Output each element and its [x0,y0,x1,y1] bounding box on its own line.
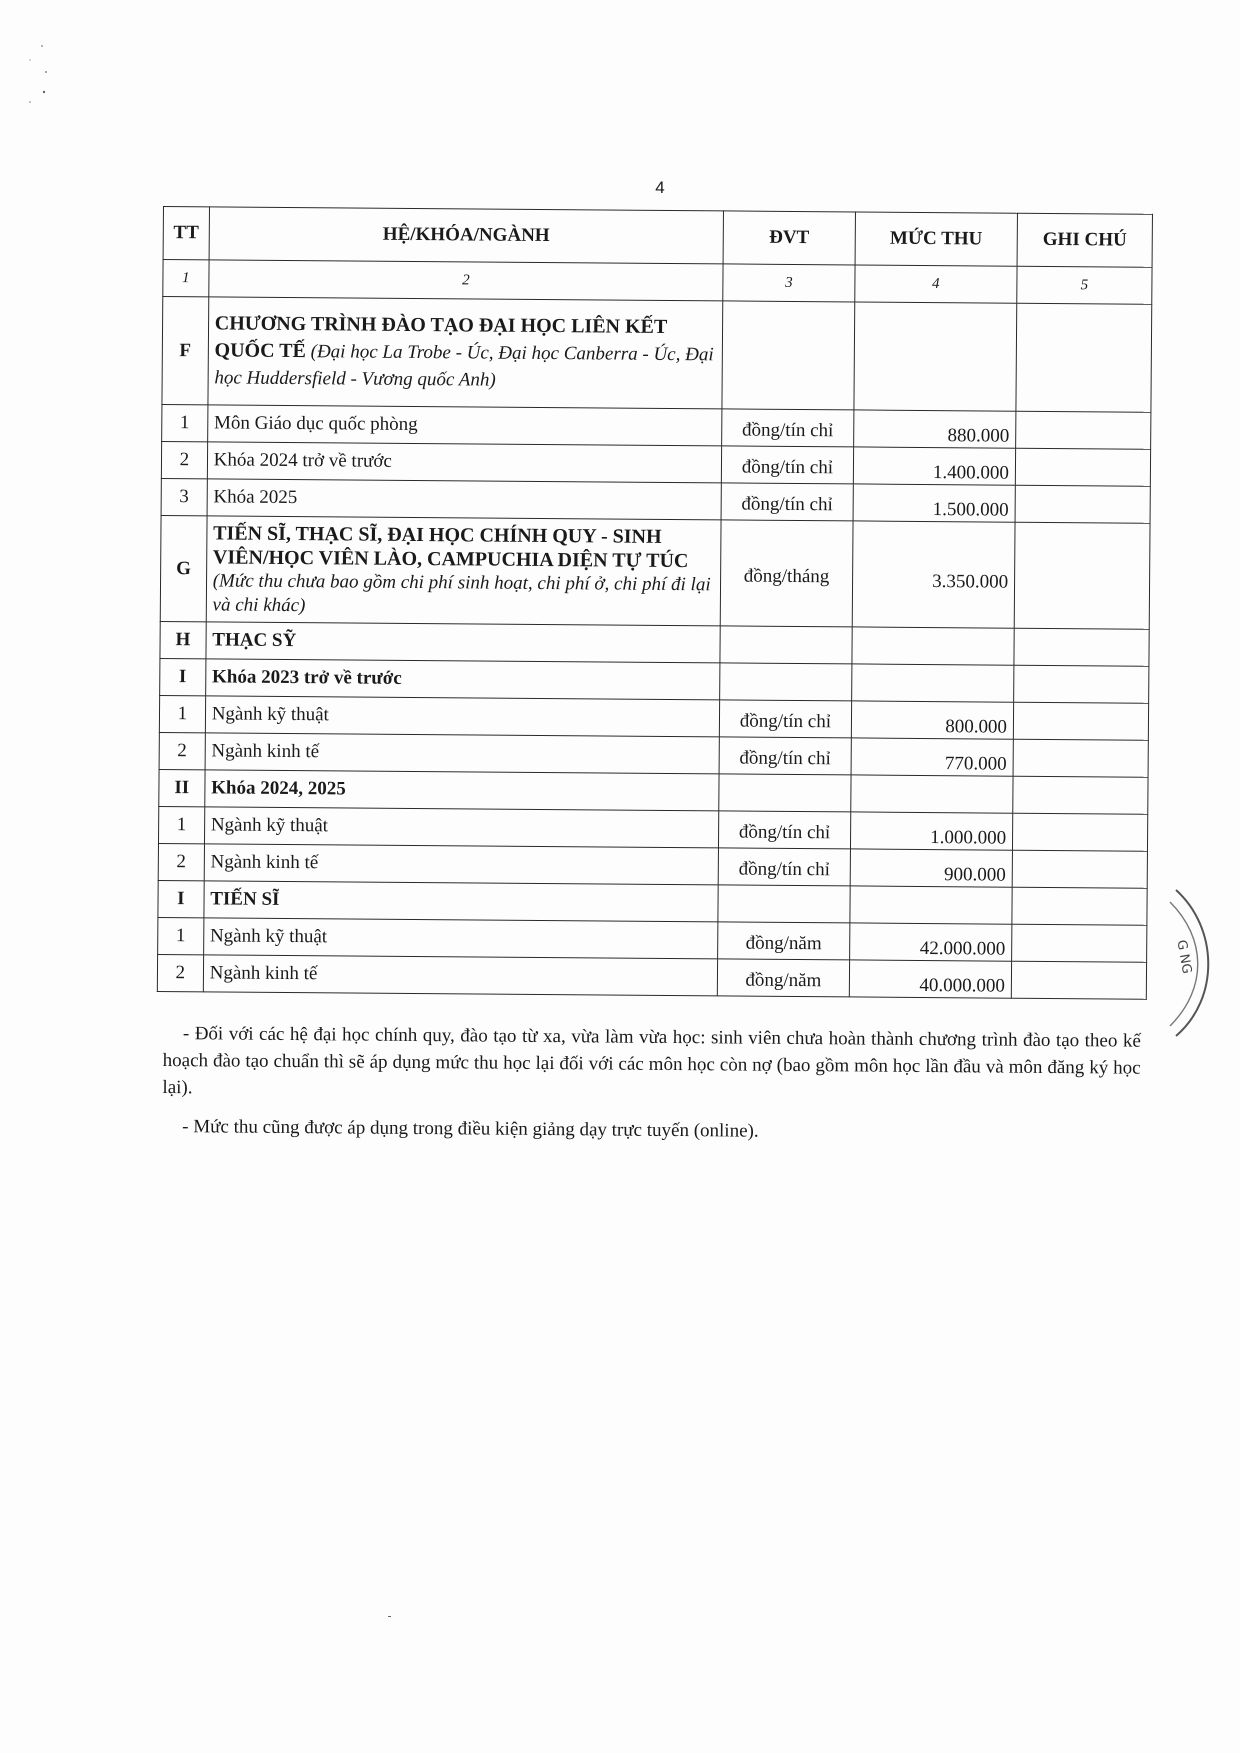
row-fee: 770.000 [851,738,1014,776]
row-unit: đồng/năm [718,959,850,997]
header-fee: MỨC THU [855,212,1018,266]
row-fee: 1.000.000 [850,812,1013,850]
row-note [1012,850,1147,888]
header-tt: TT [163,207,209,260]
row-note [1015,485,1150,523]
section-title-cell [206,516,721,626]
table-header-row [163,207,1152,268]
table-row [157,954,1146,999]
stamp-fragment [1168,888,1228,1038]
section-detail: (Mức thu chưa bao gồm chi phí sinh hoạt, chi phí ở, chi phí đi lại và chi khác) [212,569,711,616]
row-name: Ngành kỹ thuật [205,696,720,737]
scan-speck [388,1616,391,1617]
column-number: 5 [1017,266,1152,304]
column-number: 3 [723,264,855,302]
stamp-text: G NG [1173,938,1195,975]
row-note [1015,448,1150,486]
section-f-row [162,297,1152,413]
scan-specks [22,40,62,110]
row-name: Ngành kinh tế [203,955,718,996]
section-code: H [160,621,206,658]
section-g-row [160,515,1150,629]
row-name: Ngành kinh tế [205,733,720,774]
row-unit: đồng/tín chỉ [720,700,852,738]
row-fee: 800.000 [851,701,1014,739]
section-title-cell [208,297,723,409]
section-detail: (Đại học La Trobe - Úc, Đại học Canberra - Úc, Đại học Huddersfield - Vương quốc Anh) [214,341,714,391]
row-note [1011,961,1146,999]
row-note [1016,411,1151,449]
header-unit: ĐVT [723,211,855,265]
column-number: 1 [163,260,209,297]
row-name: Ngành kỹ thuật [204,807,719,848]
row-note [1012,924,1147,962]
column-number: 4 [854,265,1017,303]
row-number: 2 [161,441,207,478]
row-name: Môn Giáo dục quốc phòng [207,405,722,446]
column-number: 2 [209,260,724,301]
header-note: GHI CHÚ [1017,213,1152,267]
row-name: Ngành kinh tế [204,844,719,885]
group-title: Khóa 2024, 2025 [205,770,720,811]
note-paragraph: - Mức thu cũng được áp dụng trong điều kiện giảng dạy trực tuyến (online). [182,1116,759,1142]
row-name: Khóa 2025 [207,479,722,520]
section-title: CHƯƠNG TRÌNH ĐÀO TẠO ĐẠI HỌC LIÊN KẾT QUỐC TẾ [214,312,667,363]
row-fee: 900.000 [850,849,1013,887]
row-number: 1 [159,695,205,732]
page-number: 4 [655,178,665,197]
row-number: 1 [158,806,204,843]
row-note [1013,813,1148,851]
row-number: 2 [159,732,205,769]
section-title: TIẾN SĨ [204,881,719,922]
group-title: Khóa 2023 trở về trước [205,659,720,700]
group-code: I [160,658,206,695]
row-unit: đồng/tín chỉ [719,737,851,775]
row-fee: 42.000.000 [849,923,1012,961]
note-paragraph: - Đối với các hệ đại học chính quy, đào tạo từ xa, vừa làm vừa học: sinh viên chưa hoàn thành chương trình đào tạo theo kế hoạch đào tạo chuẩn thì sẽ áp dụng mức thu học lại đối với các môn học còn nợ (bao gồm môn học lần đầu và môn đăng ký học lại). [162,1023,1141,1099]
row-unit: đồng/tháng [720,520,852,627]
row-note [1013,739,1148,777]
section-code: G [160,515,207,621]
row-name: Khóa 2024 trở về trước [207,442,722,483]
row-unit: đồng/tín chỉ [722,409,854,447]
row-unit: đồng/tín chỉ [719,811,851,849]
row-number: 3 [161,478,207,515]
row-fee: 3.350.000 [852,521,1015,628]
row-note [1014,522,1150,629]
row-fee: 1.400.000 [853,447,1016,485]
section-title: THẠC SỸ [206,622,721,663]
fee-table [157,206,1153,1000]
row-unit: đồng/tín chỉ [722,446,854,484]
row-number: 1 [158,917,204,954]
row-fee: 40.000.000 [849,960,1012,998]
section-code: I [158,880,204,917]
row-fee: 880.000 [853,410,1016,448]
section-title: TIẾN SĨ, THẠC SĨ, ĐẠI HỌC CHÍNH QUY - SINH VIÊN/HỌC VIÊN LÀO, CAMPUCHIA DIỆN TỰ TÚC [212,521,689,572]
row-fee: 1.500.000 [853,484,1016,522]
row-unit: đồng/tín chỉ [721,483,853,521]
row-number: 2 [158,843,204,880]
row-name: Ngành kỹ thuật [203,918,718,959]
row-number: 1 [162,404,208,441]
section-code: F [162,297,209,405]
notes [162,1020,1141,1160]
header-program: HỆ/KHÓA/NGÀNH [209,207,724,264]
group-code: II [159,769,205,806]
row-unit: đồng/tín chỉ [718,848,850,886]
row-unit: đồng/năm [718,922,850,960]
row-note [1013,702,1148,740]
row-number: 2 [157,954,203,991]
